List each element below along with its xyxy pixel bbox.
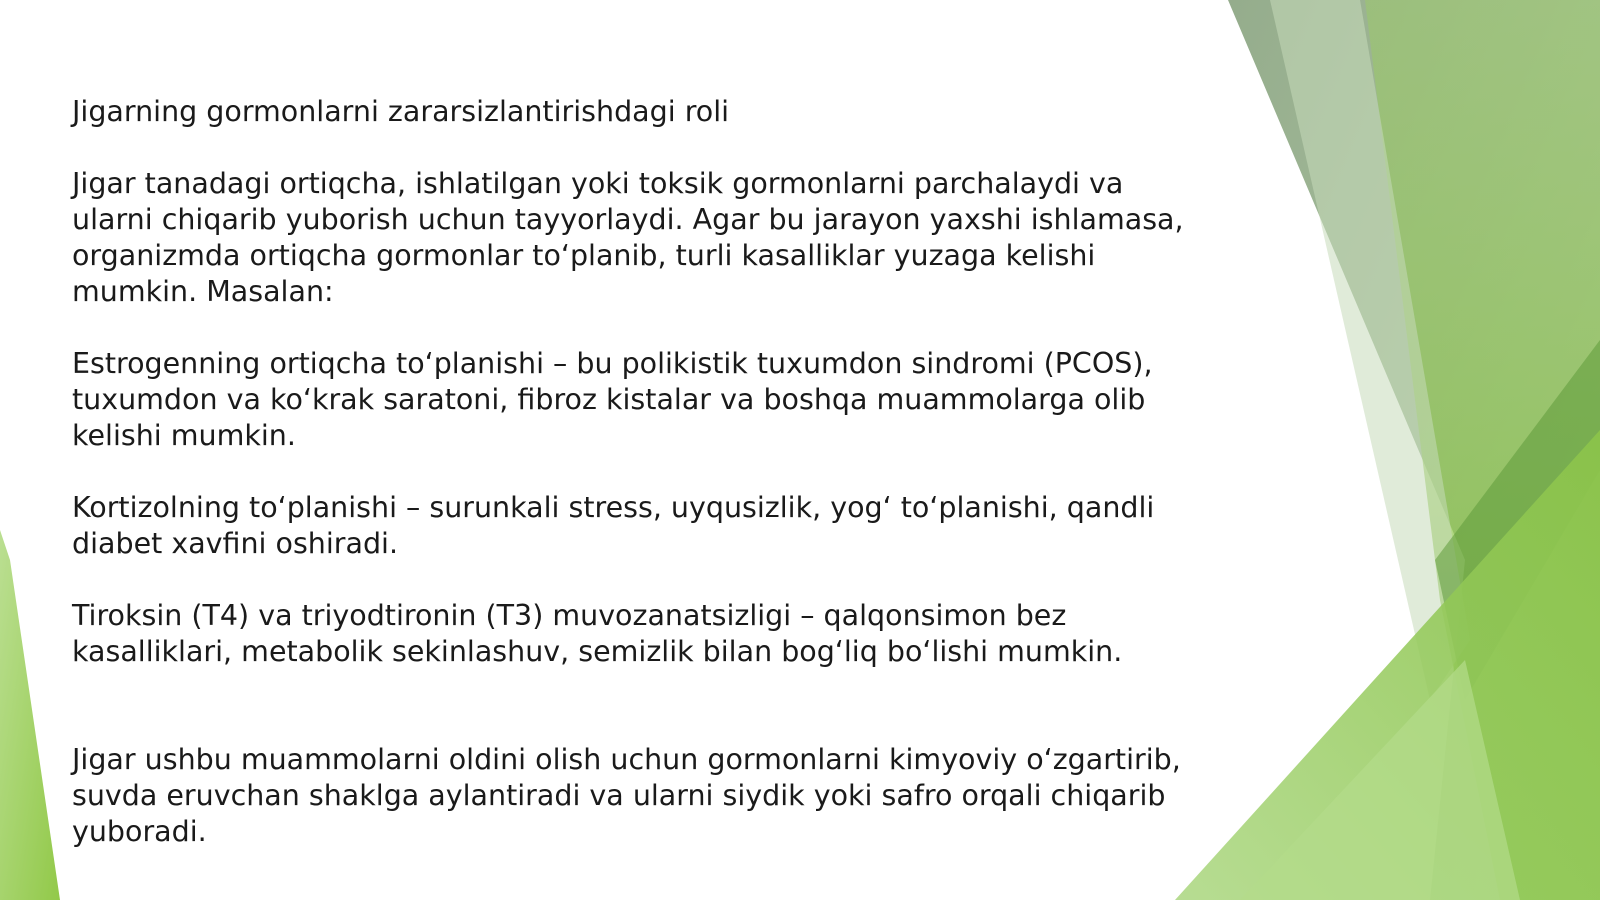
paragraph-cortisol: Kortizolning to‘planishi – surunkali stress, uyqusizlik, yog‘ to‘planishi, qandli diabet xavfini oshiradi. [72, 491, 1155, 560]
paragraph-estrogen: Estrogenning ortiqcha to‘planishi – bu polikistik tuxumdon sindromi (PCOS), tuxumdon va ko‘krak saratoni, fibroz kistalar va boshqa muammolarga olib kelishi mumkin. [72, 347, 1153, 452]
slide-content [72, 94, 1192, 850]
left-green-sliver [0, 530, 60, 900]
paragraph-thyroid: Tiroksin (T4) va triyodtironin (T3) muvozanatsizligi – qalqonsimon bez kasalliklari, metabolik sekinlashuv, semizlik bilan bog‘liq bo‘lishi mumkin. [72, 599, 1123, 668]
paragraph-conclusion: Jigar ushbu muammolarni oldini olish uchun gormonlarni kimyoviy o‘zgartirib, suvda eruvchan shaklga aylantiradi va ularni siydik yoki safro orqali chiqarib yuboradi. [72, 743, 1181, 848]
slide-title: Jigarning gormonlarni zararsizlantirishdagi roli [72, 95, 730, 128]
paragraph-intro: Jigar tanadagi ortiqcha, ishlatilgan yoki toksik gormonlarni parchalaydi va ularni chiqarib yuborish uchun tayyorlaydi. Agar bu jarayon yaxshi ishlamasa, organizmda ortiqcha gormonlar to‘planib, turli kasalliklar yuzaga kelishi mumkin. Masalan: [72, 167, 1184, 308]
